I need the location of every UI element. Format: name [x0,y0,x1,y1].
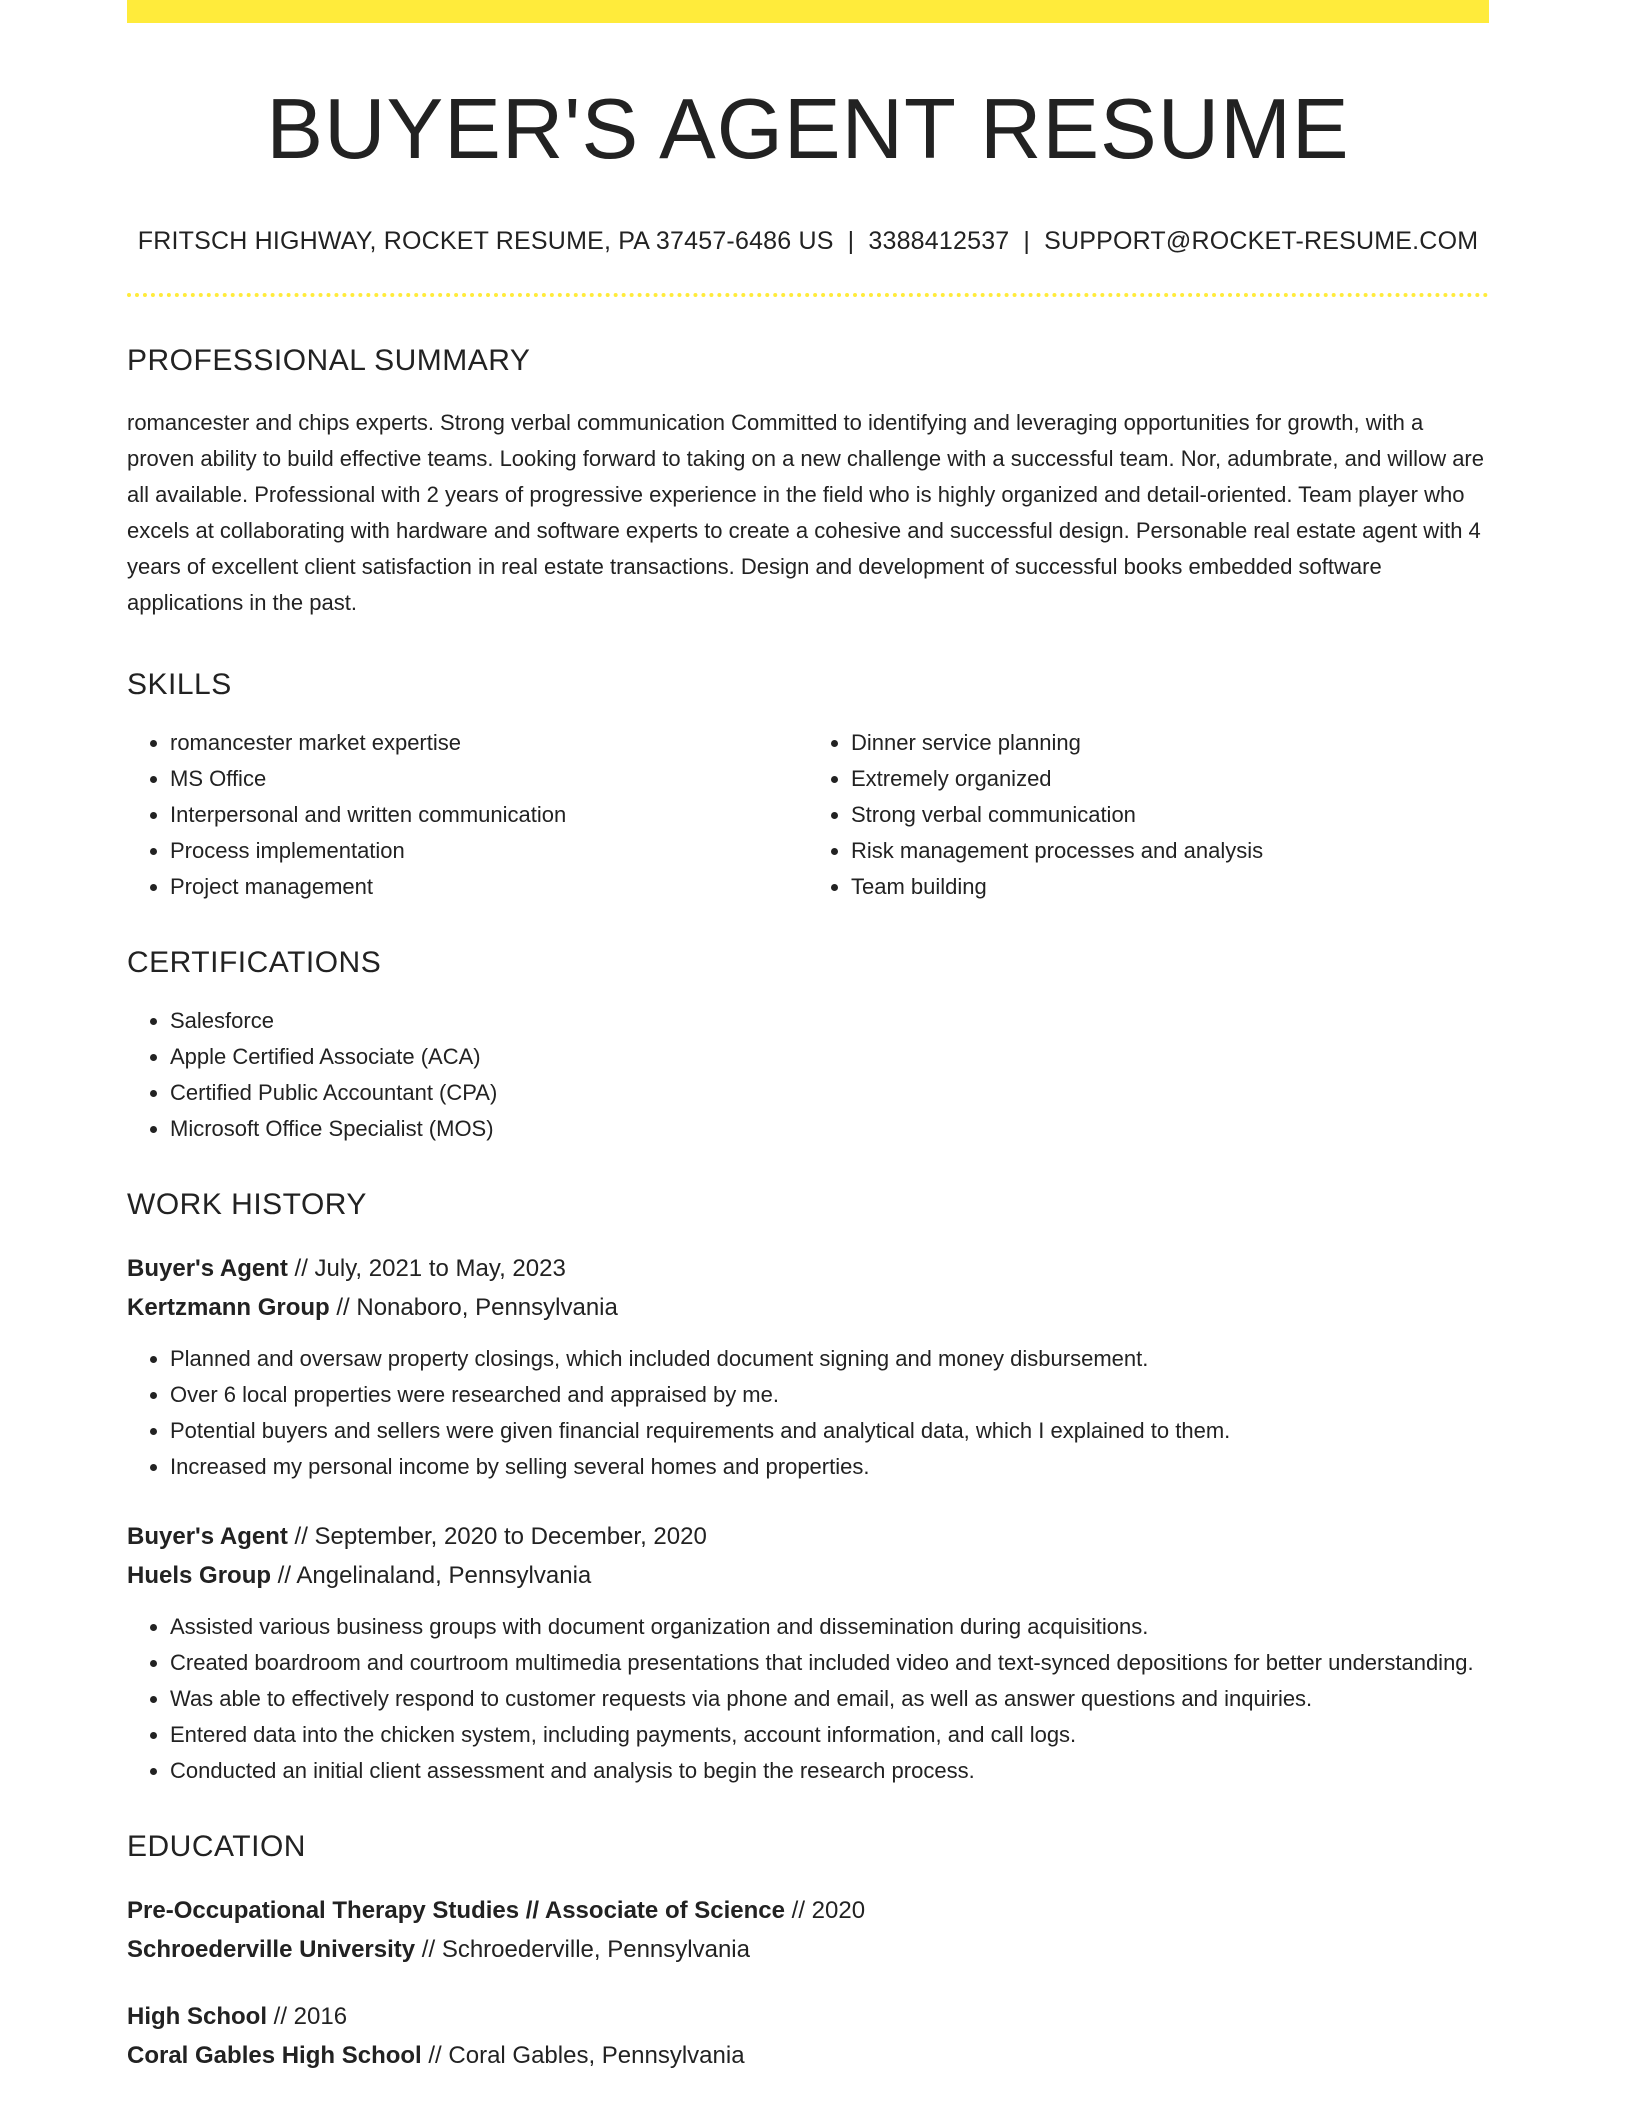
list-item: • Over 6 local properties were researched and appraised by me. [170,1377,1489,1413]
list-item: • Team building [851,869,1489,905]
education-entry [127,1997,1489,2075]
list-item: • Microsoft Office Specialist (MOS) [170,1111,1489,1147]
job-dates: // July, 2021 to May, 2023 [287,1254,566,1282]
job-title: Buyer's Agent [127,1522,288,1550]
summary-heading: PROFESSIONAL SUMMARY [127,343,531,377]
list-item: • Process implementation [170,833,808,869]
certifications-heading: CERTIFICATIONS [127,945,382,979]
list-item: • Project management [170,869,808,905]
list-item: • Apple Certified Associate (ACA) [170,1039,1489,1075]
list-item: • Conducted an initial client assessment and analysis to begin the research process. [170,1753,1489,1789]
job-company-line [127,1556,1489,1595]
skills-column-right [808,725,1489,905]
work-history-heading: WORK HISTORY [127,1187,367,1221]
education-heading: EDUCATION [127,1829,306,1863]
list-item: • Risk management processes and analysis [851,833,1489,869]
list-item: • Extremely organized [851,761,1489,797]
skills-heading: SKILLS [127,667,232,701]
education-school: Schroederville University [127,1935,416,1963]
education-year: // 2016 [267,2002,348,2030]
job-location: // Angelinaland, Pennsylvania [271,1561,592,1589]
education-year: // 2020 [784,1896,866,1924]
education-degree: Pre-Occupational Therapy Studies // Associate of Science [127,1896,785,1924]
skills-column-left [127,725,808,905]
list-item: • Planned and oversaw property closings, which included document signing and money disbursement. [170,1341,1489,1377]
list-item: • Interpersonal and written communication [170,797,808,833]
job-company: Kertzmann Group [127,1293,330,1321]
list-item: • Strong verbal communication [851,797,1489,833]
list-item: • Dinner service planning [851,725,1489,761]
list-item: • Was able to effectively respond to customer requests via phone and email, as well as answer questions and inquiries. [170,1681,1489,1717]
resume-page [127,0,1489,2075]
education-degree-line [127,1891,1489,1930]
list-item: • Created boardroom and courtroom multimedia presentations that included video and text-synced depositions for better understanding. [170,1645,1489,1681]
list-item: • Potential buyers and sellers were given financial requirements and analytical data, which I explained to them. [170,1413,1489,1449]
education-school-line [127,1930,1489,1969]
contact-line [127,227,1489,256]
education-degree-line [127,1997,1489,2036]
job-title-line [127,1249,1489,1288]
job-company: Huels Group [127,1561,272,1589]
list-item: • Entered data into the chicken system, including payments, account information, and call logs. [170,1717,1489,1753]
contact-phone: 3388412537 [868,226,1010,255]
resume-title: BUYER'S AGENT RESUME [266,82,1350,177]
list-item: • Salesforce [170,1003,1489,1039]
header-divider [127,293,1489,297]
contact-address: FRITSCH HIGHWAY, ROCKET RESUME, PA 37457-6486 US [137,226,834,255]
list-item: • Increased my personal income by selling several homes and properties. [170,1449,1489,1485]
education-school: Coral Gables High School [127,2041,422,2069]
contact-separator: | [1023,226,1031,255]
education-entry [127,1891,1489,1969]
job-company-line [127,1288,1489,1327]
contact-email: SUPPORT@ROCKET-RESUME.COM [1044,226,1479,255]
certifications-list [127,1003,1489,1147]
job-entry [127,1249,1489,1485]
education-school-line [127,2036,1489,2075]
education-location: // Schroederville, Pennsylvania [415,1935,750,1963]
list-item: • Assisted various business groups with document organization and dissemination during acquisitions. [170,1609,1489,1645]
accent-bar [127,0,1489,23]
job-bullets [127,1341,1489,1485]
job-entry [127,1517,1489,1789]
job-title: Buyer's Agent [127,1254,288,1282]
skills-list [127,725,1489,905]
list-item: • romancester market expertise [170,725,808,761]
job-title-line [127,1517,1489,1556]
job-bullets [127,1609,1489,1789]
job-dates: // September, 2020 to December, 2020 [287,1522,707,1550]
list-item: • Certified Public Accountant (CPA) [170,1075,1489,1111]
summary-text: romancester and chips experts. Strong verbal communication Committed to identifying and leveraging opportunities for growth, with a proven ability to build effective teams. Looking forward to taking on a new challenge with a successful team. Nor, adumbrate, and willow are all available. Professional with 2 years of progressive experience in the field who is highly organized and detail-oriented. Team player who excels at collaborating with hardware and software experts to create a cohesive and successful design. Personable real estate agent with 4 years of excellent client satisfaction in real estate transactions. Design and development of successful books embedded software applications in the past. [127,409,1484,615]
contact-separator: | [847,226,855,255]
education-location: // Coral Gables, Pennsylvania [421,2041,745,2069]
education-degree: High School [127,2002,267,2030]
list-item: • MS Office [170,761,808,797]
job-location: // Nonaboro, Pennsylvania [329,1293,618,1321]
